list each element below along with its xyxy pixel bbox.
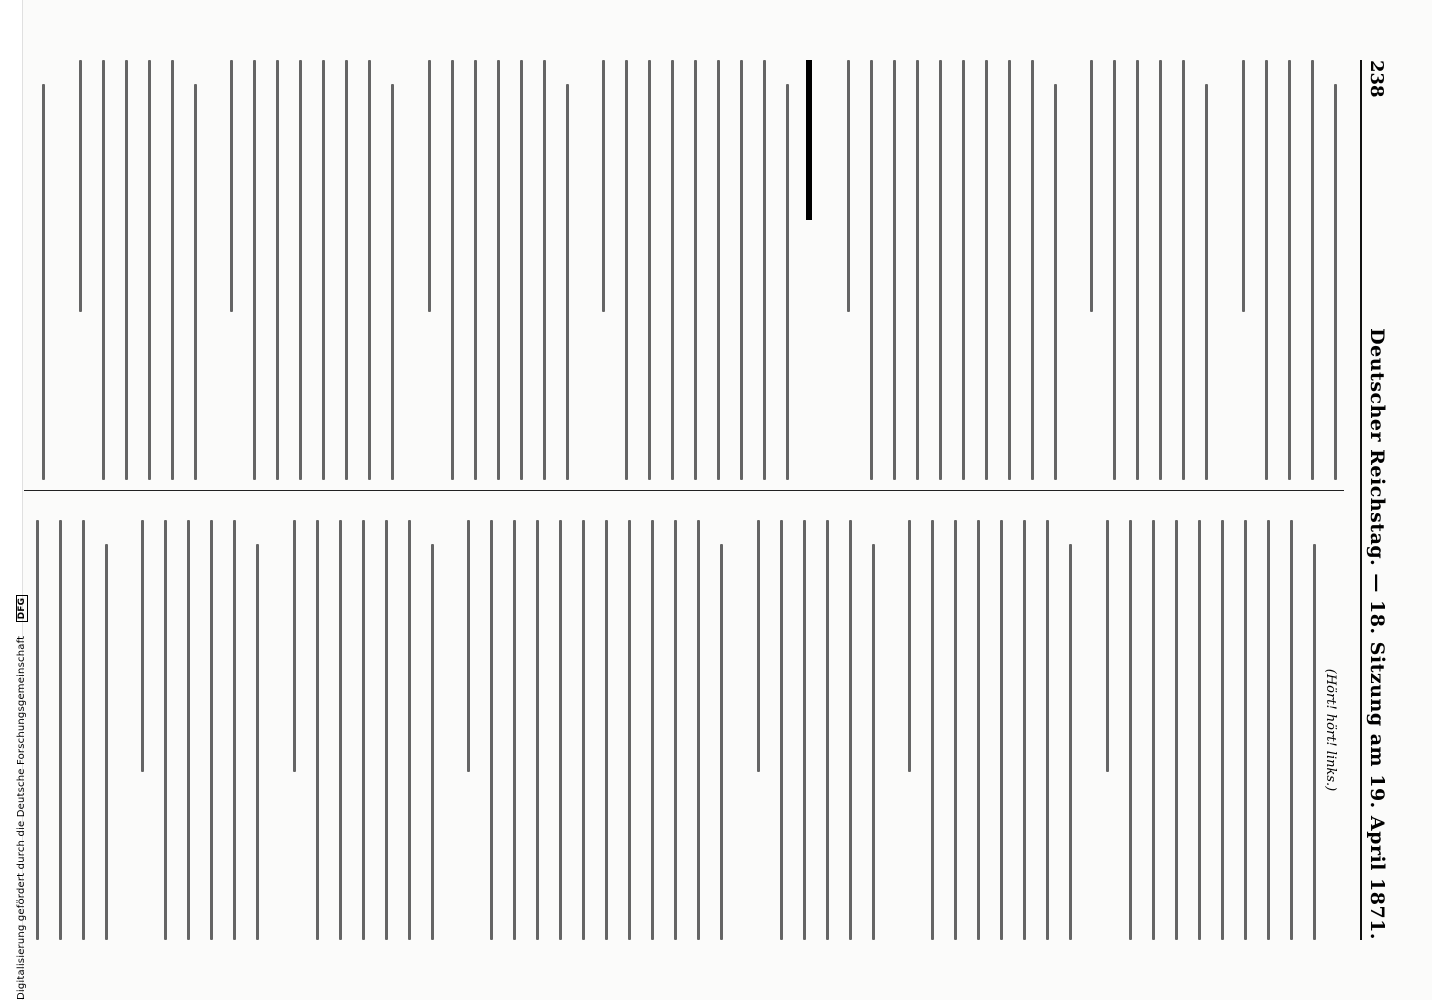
text-line [1321,60,1337,480]
text-line [774,60,790,480]
text-line [1018,60,1034,480]
text-line [1254,520,1270,940]
text-line [813,520,829,940]
text-line [593,520,609,940]
paragraph-gap [1080,520,1088,940]
text-line [218,60,234,480]
text-line [1162,520,1178,940]
text-line [241,60,257,480]
paragraph-gap [821,60,829,480]
text-line [264,60,280,480]
text-line [415,60,431,480]
text-line [418,520,434,940]
text-line [152,520,168,940]
dfg-logo: DFG [16,595,28,623]
text-line [744,520,760,940]
text-line [1093,520,1109,940]
text-line [616,520,632,940]
text-line [553,60,569,480]
text-line [662,520,678,940]
paragraph-gap [115,520,123,940]
text-line [461,60,477,480]
text-line [349,520,365,940]
text-line [1041,60,1057,480]
text-line [880,60,896,480]
text-line [303,520,319,940]
paragraph-gap [53,60,61,480]
text-line [949,60,965,480]
text-line [30,60,46,480]
text-line [1147,60,1163,480]
text-line [530,60,546,480]
paragraph-gap [882,520,890,940]
text-line [1298,60,1314,480]
page-number: 238 [1366,60,1387,98]
text-line [834,60,850,480]
text-line [942,520,958,940]
text-line [926,60,942,480]
text-line [705,60,721,480]
text-line [478,520,494,940]
paragraph-gap [267,520,275,940]
text-line [438,60,454,480]
text-line [507,60,523,480]
text-line [92,520,108,940]
paragraph-gap [731,520,739,940]
text-line [1116,520,1132,940]
text-line [1078,60,1094,480]
text-line [590,60,606,480]
text-line [1231,520,1247,940]
text-line [333,60,349,480]
text-line [135,60,151,480]
text-line [1170,60,1186,480]
text-line [965,520,981,940]
text-line [636,60,652,480]
text-line [524,520,540,940]
text-line [859,520,875,940]
text-line [1277,520,1293,940]
text-line [379,60,395,480]
paragraph-gap [441,520,449,940]
text-line [69,520,85,940]
text-line [708,520,724,940]
text-line [1208,520,1224,940]
text-line [790,520,806,940]
text-line [896,520,912,940]
text-line [728,60,744,480]
page-header [1360,60,1390,940]
text-line [129,520,145,940]
text-line [547,520,563,940]
text-line [46,520,62,940]
text-line [455,520,471,940]
text-line [1139,520,1155,940]
text-line [1185,520,1201,940]
text-line [326,520,342,940]
text-line [995,60,1011,480]
text-line [1275,60,1291,480]
text-line [1252,60,1268,480]
text-line [244,520,260,940]
text-line [639,520,655,940]
text-line [24,520,39,940]
paragraph-gap [576,60,584,480]
interjection: (Hört! hört! links.) [1323,668,1338,792]
text-line [181,60,197,480]
text-line [356,60,372,480]
paragraph-gap [1064,60,1072,480]
right-column [24,520,1344,940]
paragraph-gap [402,60,410,480]
text-line [903,60,919,480]
text-line [919,520,935,940]
text-line [1193,60,1209,480]
text-line [372,520,388,940]
text-line [1229,60,1245,480]
text-line [1057,520,1073,940]
text-line [659,60,675,480]
text-line [280,520,296,940]
text-line [751,60,767,480]
text-line [310,60,326,480]
text-line [501,520,517,940]
text-line [836,520,852,940]
text-line [988,520,1004,940]
text-line [1124,60,1140,480]
text-line [484,60,500,480]
text-line [112,60,128,480]
text-line [1034,520,1050,940]
text-line [1300,520,1316,940]
running-head: Deutscher Reichstag. — 18. Sitzung am 19. April 1871. [1366,328,1388,940]
text-line [175,520,191,940]
paragraph-gap [204,60,212,480]
speaker-heading [797,60,813,480]
text-line [570,520,586,940]
text-line [89,60,105,480]
text-line [613,60,629,480]
text-line [221,520,237,940]
column-divider [24,490,1344,491]
text-line [66,60,82,480]
text-line [857,60,873,480]
text-line [287,60,303,480]
text-line [685,520,701,940]
text-line [682,60,698,480]
left-column [24,60,1344,480]
text-line [972,60,988,480]
text-line [1011,520,1027,940]
text-line [1101,60,1117,480]
footer-attribution: Digitalisierung gefördert durch die Deutsche Forschungsgemeinschaft [16,635,27,1000]
paragraph-gap [1216,60,1224,480]
text-line [767,520,783,940]
text-line [158,60,174,480]
text-line [395,520,411,940]
text-line [198,520,214,940]
